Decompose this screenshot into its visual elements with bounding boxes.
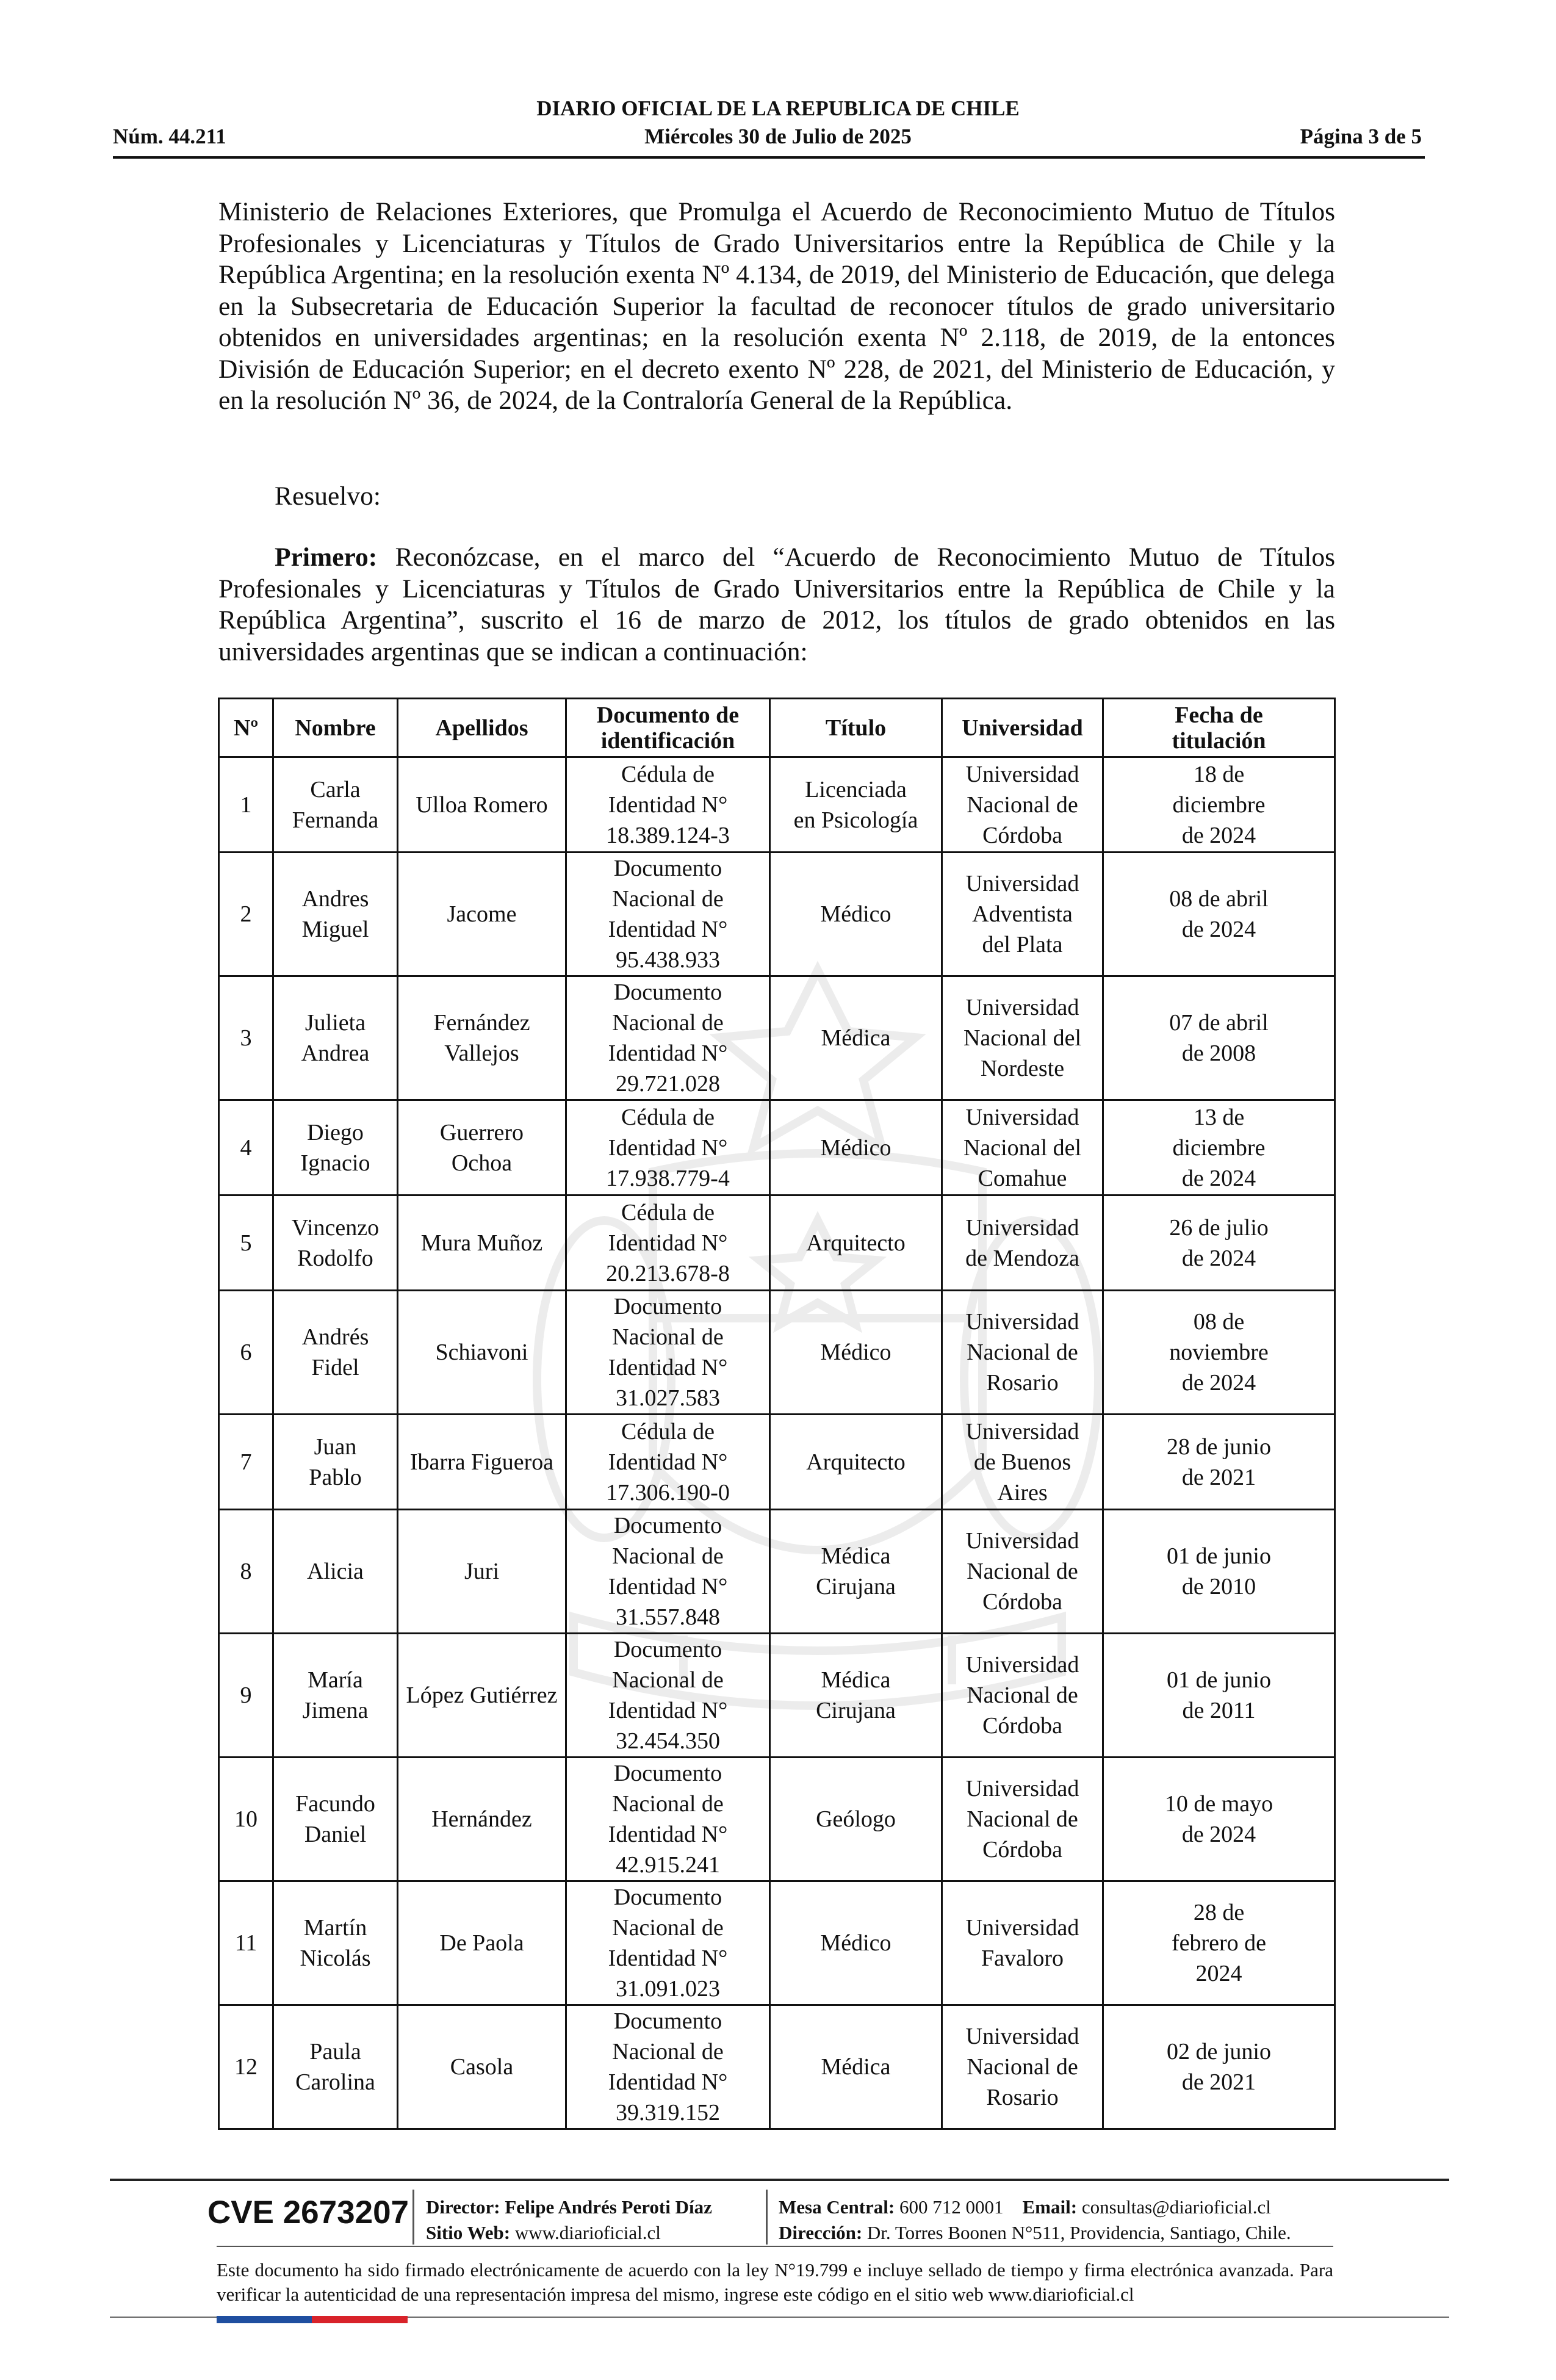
- cell-number: 1: [219, 757, 273, 853]
- cell-date: 07 de abril de 2008: [1103, 976, 1335, 1100]
- cell-title: Geólogo: [770, 1758, 942, 1881]
- primero-paragraph: [218, 542, 1335, 668]
- cell-surnames: Guerrero Ochoa: [398, 1100, 566, 1195]
- cell-document: Documento Nacional de Identidad N° 32.454.350: [566, 1634, 770, 1758]
- table-row: [219, 1291, 1335, 1415]
- director-label: Director:: [426, 2196, 500, 2218]
- cell-document: Documento Nacional de Identidad N° 31.557.848: [566, 1510, 770, 1634]
- cell-date: 08 de abril de 2024: [1103, 853, 1335, 976]
- footer-mid-rule: [217, 2246, 1333, 2247]
- publication-title: DIARIO OFICIAL DE LA REPUBLICA DE CHILE: [536, 96, 1020, 120]
- primero-text: Reconózcase, en el marco del “Acuerdo de Reconocimiento Mutuo de Títulos Profesionales y Licenciaturas y Títulos de Grado Universitarios entre la República de Chile y la República Argentina”, suscrito el 16 de marzo de 2012, los títulos de grado obtenidos en las universidades argentinas que se indican a continuación:: [218, 543, 1335, 666]
- cell-title: Médica Cirujana: [770, 1510, 942, 1634]
- cell-surnames: Fernández Vallejos: [398, 976, 566, 1100]
- cell-date: 18 de diciembre de 2024: [1103, 757, 1335, 853]
- cell-university: Universidad de Mendoza: [942, 1195, 1103, 1291]
- cell-document: Documento Nacional de Identidad N° 31.091.023: [566, 1881, 770, 2005]
- mesa-phone: 600 712 0001: [899, 2196, 1004, 2218]
- header-cell-number: Nº: [219, 699, 273, 757]
- cell-university: Universidad Nacional de Córdoba: [942, 1510, 1103, 1634]
- cell-title: Arquitecto: [770, 1195, 942, 1291]
- flag-stripe-red: [312, 2316, 408, 2323]
- footer-divider: [766, 2190, 768, 2245]
- cell-title: Médica: [770, 2005, 942, 2129]
- cell-date: 28 de febrero de 2024: [1103, 1881, 1335, 2005]
- director-name: Felipe Andrés Peroti Díaz: [505, 2196, 712, 2218]
- cell-name: María Jimena: [273, 1634, 398, 1758]
- cell-number: 7: [219, 1415, 273, 1510]
- cell-surnames: Schiavoni: [398, 1291, 566, 1415]
- header-cell-name: Nombre: [273, 699, 398, 757]
- cell-document: Documento Nacional de Identidad N° 95.438.933: [566, 853, 770, 976]
- cell-number: 12: [219, 2005, 273, 2129]
- cell-number: 9: [219, 1634, 273, 1758]
- footer-director-block: [426, 2194, 712, 2246]
- cell-university: Universidad de Buenos Aires: [942, 1415, 1103, 1510]
- page-indicator: Página 3 de 5: [1300, 124, 1422, 148]
- cell-date: 02 de junio de 2021: [1103, 2005, 1335, 2129]
- cell-name: Vincenzo Rodolfo: [273, 1195, 398, 1291]
- cell-university: Universidad Favaloro: [942, 1881, 1103, 2005]
- cell-university: Universidad Nacional de Córdoba: [942, 1634, 1103, 1758]
- cell-number: 10: [219, 1758, 273, 1881]
- header-cell-date: Fecha de titulación: [1103, 699, 1335, 757]
- cell-document: Documento Nacional de Identidad N° 29.721.028: [566, 976, 770, 1100]
- cell-university: Universidad Nacional del Nordeste: [942, 976, 1103, 1100]
- header-cell-title: Título: [770, 699, 942, 757]
- cell-number: 11: [219, 1881, 273, 2005]
- cell-surnames: Hernández: [398, 1758, 566, 1881]
- cell-document: Documento Nacional de Identidad N° 42.915.241: [566, 1758, 770, 1881]
- cell-date: 01 de junio de 2011: [1103, 1634, 1335, 1758]
- cell-university: Universidad Nacional de Rosario: [942, 2005, 1103, 2129]
- table-row: [219, 1758, 1335, 1881]
- cell-name: Diego Ignacio: [273, 1100, 398, 1195]
- footer-top-rule: [110, 2179, 1449, 2181]
- table-row: [219, 1415, 1335, 1510]
- cell-university: Universidad Nacional de Córdoba: [942, 757, 1103, 853]
- resuelvo-heading: Resuelvo:: [275, 481, 381, 511]
- footer-divider: [412, 2190, 414, 2245]
- cell-number: 4: [219, 1100, 273, 1195]
- website-link[interactable]: www.diarioficial.cl: [514, 2222, 661, 2243]
- cell-date: 10 de mayo de 2024: [1103, 1758, 1335, 1881]
- cell-surnames: Jacome: [398, 853, 566, 976]
- cell-document: Documento Nacional de Identidad N° 31.027.583: [566, 1291, 770, 1415]
- titles-table: [218, 698, 1336, 2130]
- cell-date: 26 de julio de 2024: [1103, 1195, 1335, 1291]
- cell-university: Universidad Nacional de Córdoba: [942, 1758, 1103, 1881]
- cell-name: Andrés Fidel: [273, 1291, 398, 1415]
- cell-surnames: Mura Muñoz: [398, 1195, 566, 1291]
- cell-surnames: Ulloa Romero: [398, 757, 566, 853]
- issue-number: Núm. 44.211: [113, 124, 226, 148]
- cell-document: Cédula de Identidad N° 20.213.678-8: [566, 1195, 770, 1291]
- table-row: [219, 1195, 1335, 1291]
- cell-name: Juan Pablo: [273, 1415, 398, 1510]
- header-cell-surnames: Apellidos: [398, 699, 566, 757]
- cve-code: CVE 2673207: [207, 2194, 409, 2230]
- cell-university: Universidad Nacional de Rosario: [942, 1291, 1103, 1415]
- cell-surnames: López Gutiérrez: [398, 1634, 566, 1758]
- cell-document: Documento Nacional de Identidad N° 39.319.152: [566, 2005, 770, 2129]
- header-cell-university: Universidad: [942, 699, 1103, 757]
- cell-title: Médico: [770, 1881, 942, 2005]
- cell-title: Médica: [770, 976, 942, 1100]
- cell-date: 13 de diciembre de 2024: [1103, 1100, 1335, 1195]
- footer-contact-block: [779, 2194, 1291, 2246]
- header-divider: [113, 156, 1425, 159]
- address-label: Dirección:: [779, 2222, 863, 2243]
- table-row: [219, 1510, 1335, 1634]
- cell-title: Licenciada en Psicología: [770, 757, 942, 853]
- cell-name: Paula Carolina: [273, 2005, 398, 2129]
- cell-name: Carla Fernanda: [273, 757, 398, 853]
- mesa-label: Mesa Central:: [779, 2196, 895, 2218]
- cell-surnames: Juri: [398, 1510, 566, 1634]
- cell-university: Universidad Adventista del Plata: [942, 853, 1103, 976]
- table-row: [219, 1881, 1335, 2005]
- issue-date: Miércoles 30 de Julio de 2025: [644, 124, 912, 148]
- cell-name: Andres Miguel: [273, 853, 398, 976]
- address-value: Dr. Torres Boonen N°511, Providencia, Santiago, Chile.: [866, 2222, 1291, 2243]
- cell-name: Julieta Andrea: [273, 976, 398, 1100]
- cell-title: Médica Cirujana: [770, 1634, 942, 1758]
- cell-surnames: De Paola: [398, 1881, 566, 2005]
- cell-title: Médico: [770, 853, 942, 976]
- cell-title: Médico: [770, 1100, 942, 1195]
- cell-document: Cédula de Identidad N° 17.938.779-4: [566, 1100, 770, 1195]
- cell-document: Cédula de Identidad N° 17.306.190-0: [566, 1415, 770, 1510]
- cell-name: Martín Nicolás: [273, 1881, 398, 2005]
- header-cell-document: Documento de identificación: [566, 699, 770, 757]
- cell-name: Alicia: [273, 1510, 398, 1634]
- cell-number: 3: [219, 976, 273, 1100]
- legal-notice: Este documento ha sido firmado electrónicamente de acuerdo con la ley N°19.799 e incluye sellado de tiempo y firma electrónica avanzada. Para verificar la autenticidad de una representación impresa del mismo, ingrese este código en el sitio web www.diarioficial.cl: [217, 2259, 1333, 2305]
- flag-stripe-blue: [217, 2316, 312, 2323]
- table-row: [219, 976, 1335, 1100]
- cell-name: Facundo Daniel: [273, 1758, 398, 1881]
- intro-paragraph: Ministerio de Relaciones Exteriores, que Promulga el Acuerdo de Reconocimiento Mutuo de Títulos Profesionales y Licenciaturas y Títulos de Grado Universitarios entre la República de Chile y la República Argentina; en la resolución exenta Nº 4.134, de 2019, del Ministerio de Educación, que delega en la Subsecretaria de Educación Superior la facultad de reconocer títulos de grado universitario obtenidos en universidades argentinas; en la resolución exenta Nº 2.118, de 2019, de la entonces División de Educación Superior; en el decreto exento Nº 228, de 2021, del Ministerio de Educación, y en la resolución Nº 36, de 2024, de la Contraloría General de la República.: [218, 197, 1335, 415]
- table-row: [219, 1634, 1335, 1758]
- table-row: [219, 2005, 1335, 2129]
- cell-number: 6: [219, 1291, 273, 1415]
- cell-title: Médico: [770, 1291, 942, 1415]
- cell-title: Arquitecto: [770, 1415, 942, 1510]
- cell-date: 08 de noviembre de 2024: [1103, 1291, 1335, 1415]
- primero-label: Primero:: [275, 543, 378, 572]
- email-link[interactable]: consultas@diarioficial.cl: [1081, 2196, 1271, 2218]
- cell-date: 28 de junio de 2021: [1103, 1415, 1335, 1510]
- cell-number: 8: [219, 1510, 273, 1634]
- table-row: [219, 757, 1335, 853]
- cell-number: 5: [219, 1195, 273, 1291]
- cell-document: Cédula de Identidad N° 18.389.124-3: [566, 757, 770, 853]
- email-label: Email:: [1022, 2196, 1078, 2218]
- cell-surnames: Ibarra Figueroa: [398, 1415, 566, 1510]
- table-row: [219, 1100, 1335, 1195]
- cell-number: 2: [219, 853, 273, 976]
- cell-surnames: Casola: [398, 2005, 566, 2129]
- web-label: Sitio Web:: [426, 2222, 511, 2243]
- table-header-row: [219, 699, 1335, 757]
- cell-date: 01 de junio de 2010: [1103, 1510, 1335, 1634]
- cell-university: Universidad Nacional del Comahue: [942, 1100, 1103, 1195]
- table-row: [219, 853, 1335, 976]
